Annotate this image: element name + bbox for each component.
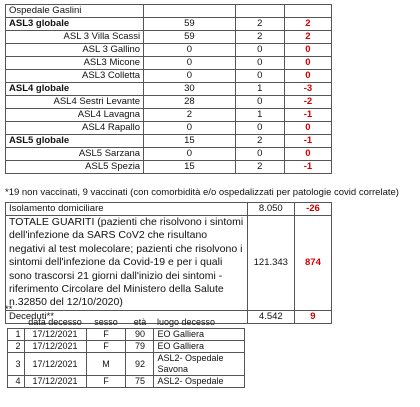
guariti-delta: 874 xyxy=(294,216,331,311)
value-ricoverati: 15 xyxy=(144,135,236,148)
death-age: 79 xyxy=(126,341,154,353)
deceduti-label: Deceduti** xyxy=(6,310,248,323)
value-terapia: 1 xyxy=(235,83,284,96)
facility-name: ASL 3 Villa Scassi xyxy=(6,31,144,44)
value-ricoverati: 28 xyxy=(144,96,236,109)
isolamento-value: 8.050 xyxy=(247,203,294,216)
region-row xyxy=(6,96,332,109)
region-row xyxy=(6,70,332,83)
region-table xyxy=(5,4,332,174)
value-delta xyxy=(284,5,331,18)
region-row xyxy=(6,57,332,70)
deaths-header-row xyxy=(8,317,245,329)
facility-name: ASL3 Micone xyxy=(6,57,144,70)
facility-name: ASL4 Rapallo xyxy=(6,122,144,135)
death-date: 17/12/2021 xyxy=(24,329,86,341)
value-ricoverati: 0 xyxy=(144,148,236,161)
death-row xyxy=(8,376,245,388)
value-terapia: 1 xyxy=(235,109,284,122)
death-place: ASL2- Ospedale xyxy=(154,376,245,388)
value-ricoverati: 59 xyxy=(144,31,236,44)
death-age: 90 xyxy=(126,329,154,341)
vaccination-footnote: *19 non vaccinati, 9 vaccinati (con comorbidità e/o ospedalizzati per patologie covid correlate) xyxy=(5,187,399,198)
deceduti-value: 4.542 xyxy=(247,310,294,323)
value-terapia: 2 xyxy=(235,18,284,31)
facility-name: ASL4 Sestri Levante xyxy=(6,96,144,109)
value-terapia: 0 xyxy=(235,122,284,135)
death-index: 2 xyxy=(8,341,25,353)
death-age: 75 xyxy=(126,376,154,388)
region-row xyxy=(6,122,332,135)
death-index: 3 xyxy=(8,353,25,376)
isolamento-label: Isolamento domiciliare xyxy=(6,203,248,216)
region-row xyxy=(6,161,332,174)
header-date: data decesso xyxy=(28,317,82,327)
death-row xyxy=(8,341,245,353)
region-row xyxy=(6,31,332,44)
value-delta: -1 xyxy=(284,135,331,148)
value-delta: 2 xyxy=(284,31,331,44)
facility-name: ASL5 Spezia xyxy=(6,161,144,174)
death-date: 17/12/2021 xyxy=(24,341,86,353)
death-place: EO Galliera xyxy=(154,341,245,353)
guariti-value: 121.343 xyxy=(247,216,294,311)
header-index xyxy=(8,317,25,329)
death-sex: M xyxy=(86,353,126,376)
isolamento-row xyxy=(6,203,332,216)
value-terapia: 0 xyxy=(235,57,284,70)
facility-name: ASL4 Lavagna xyxy=(6,109,144,122)
guariti-row xyxy=(6,216,332,311)
header-age: età xyxy=(133,317,147,327)
isolamento-delta: -26 xyxy=(294,203,331,216)
summary-table xyxy=(5,202,332,324)
death-date: 17/12/2021 xyxy=(24,353,86,376)
header-place: luogo decesso xyxy=(156,317,216,327)
value-delta: 2 xyxy=(284,18,331,31)
value-terapia: 2 xyxy=(235,31,284,44)
deaths-table xyxy=(7,317,245,388)
deaths-note-marker: ** xyxy=(5,304,13,315)
facility-name: ASL5 Sarzana xyxy=(6,148,144,161)
facility-name: ASL4 globale xyxy=(6,83,144,96)
region-row xyxy=(6,148,332,161)
value-terapia: 0 xyxy=(235,96,284,109)
value-delta: 0 xyxy=(284,70,331,83)
value-delta: 0 xyxy=(284,44,331,57)
death-sex: F xyxy=(86,341,126,353)
death-row xyxy=(8,329,245,341)
value-terapia: 2 xyxy=(235,135,284,148)
facility-name: ASL3 globale xyxy=(6,18,144,31)
value-delta: 0 xyxy=(284,57,331,70)
value-delta: 0 xyxy=(284,122,331,135)
value-terapia: 2 xyxy=(235,161,284,174)
death-age: 92 xyxy=(126,353,154,376)
value-ricoverati: 0 xyxy=(144,122,236,135)
guariti-label: TOTALE GUARITI (pazienti che risolvono i sintomi dell'infezione da SARS CoV2 che risultano negativi al test molecolare; pazienti che risolvono i sintomi dell'infezione da Covid-19 e per i quali sono trascorsi 21 giorni dall'inizio dei sintomi - riferimento Circolare del Ministero della Salute n.32850 del 12/10/2020) xyxy=(6,216,248,311)
value-ricoverati: 0 xyxy=(144,44,236,57)
death-row xyxy=(8,353,245,376)
death-sex: F xyxy=(86,376,126,388)
value-ricoverati: 15 xyxy=(144,161,236,174)
value-ricoverati: 0 xyxy=(144,70,236,83)
value-ricoverati: 0 xyxy=(144,57,236,70)
value-terapia: 0 xyxy=(235,148,284,161)
death-date: 17/12/2021 xyxy=(24,376,86,388)
value-terapia: 0 xyxy=(235,44,284,57)
value-ricoverati: 2 xyxy=(144,109,236,122)
region-row xyxy=(6,44,332,57)
region-row xyxy=(6,18,332,31)
region-row xyxy=(6,135,332,148)
region-row xyxy=(6,83,332,96)
facility-name: ASL5 globale xyxy=(6,135,144,148)
facility-name: Ospedale Gaslini xyxy=(6,5,144,18)
facility-name: ASL3 Colletta xyxy=(6,70,144,83)
death-sex: F xyxy=(86,329,126,341)
death-index: 4 xyxy=(8,376,25,388)
value-ricoverati xyxy=(144,5,236,18)
value-ricoverati: 30 xyxy=(144,83,236,96)
value-delta: -1 xyxy=(284,109,331,122)
death-place: EO Galliera xyxy=(154,329,245,341)
value-ricoverati: 59 xyxy=(144,18,236,31)
header-sex: sesso xyxy=(94,317,118,327)
deceduti-delta: 9 xyxy=(294,310,331,323)
value-delta: -3 xyxy=(284,83,331,96)
facility-name: ASL 3 Gallino xyxy=(6,44,144,57)
value-delta: -1 xyxy=(284,161,331,174)
region-row xyxy=(6,5,332,18)
region-row xyxy=(6,109,332,122)
death-place: ASL2- Ospedale Savona xyxy=(154,353,245,376)
value-terapia: 0 xyxy=(235,70,284,83)
value-delta: 0 xyxy=(284,148,331,161)
value-terapia xyxy=(235,5,284,18)
death-index: 1 xyxy=(8,329,25,341)
value-delta: -2 xyxy=(284,96,331,109)
